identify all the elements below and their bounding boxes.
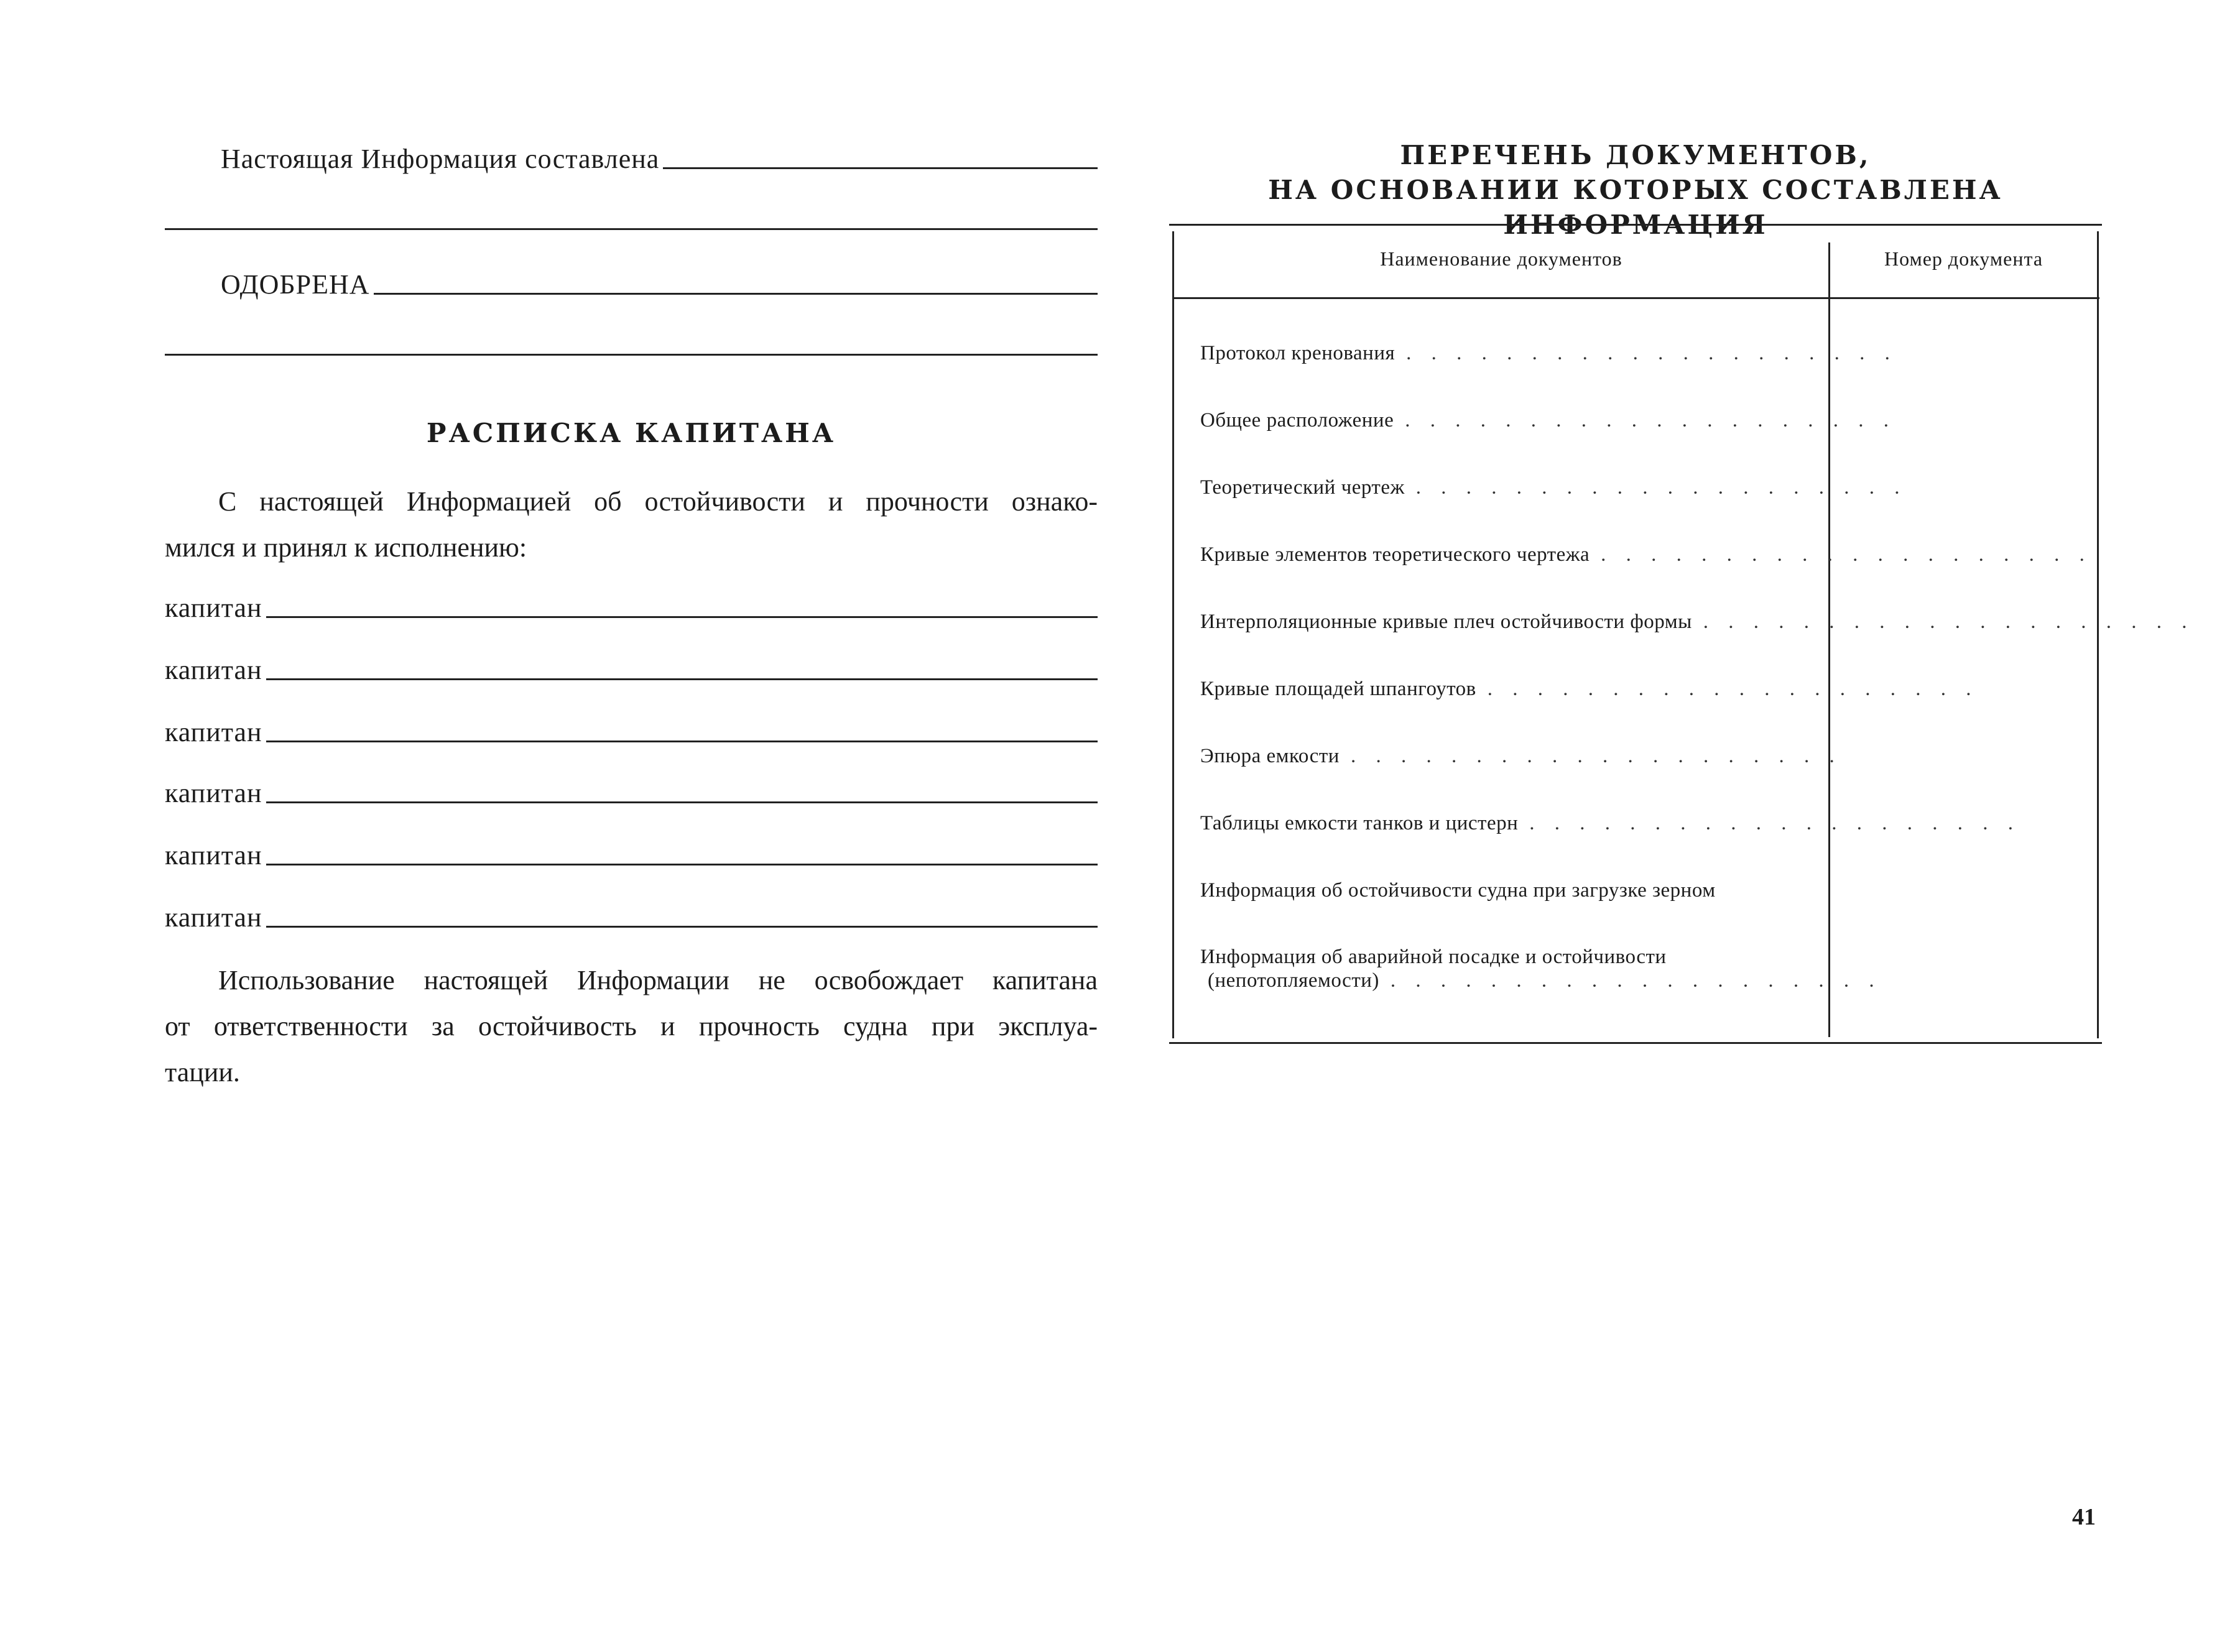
document-name: Протокол кренования — [1200, 342, 1395, 364]
leader-dots: . . . . . . . . . . . . . . . . . . . . — [1529, 812, 2021, 834]
note-line2: от ответственности за остойчивость и прочность судна при эксплуа- — [165, 1011, 1098, 1041]
leader-dots: . . . . . . . . . . . . . . . . . . . . — [1487, 678, 1979, 700]
document-row — [1200, 409, 1896, 432]
leader-dots: . . . . . . . . . . . . . . . . . . . . — [1405, 409, 1896, 431]
approved-label: ОДОБРЕНА — [221, 269, 370, 300]
document-row — [1200, 342, 1897, 365]
document-row — [1200, 678, 1979, 701]
page-number: 41 — [2072, 1504, 2096, 1530]
captain-label: капитан — [165, 840, 262, 870]
document-row — [1200, 476, 1907, 499]
document-row — [1200, 745, 1842, 768]
captain-signature-line — [165, 654, 1098, 686]
document-name: Теоретический чертеж — [1200, 476, 1405, 499]
receipt-intro-line1: С настоящей Информацией об остойчивости и прочности ознако- — [218, 486, 1098, 517]
document-name: Эпюра емкости — [1200, 745, 1340, 767]
captain-label: капитан — [165, 902, 262, 933]
captain-label: капитан — [165, 593, 262, 623]
table-left-border — [1172, 231, 1174, 1038]
captain-signature-line — [165, 777, 1098, 809]
document-name: Кривые площадей шпангоутов — [1200, 678, 1476, 700]
approved-blank — [374, 293, 1098, 295]
compiled-by-label: Настоящая Информация составлена — [221, 144, 660, 174]
column-header-number: Номер документа — [1884, 247, 2043, 270]
leader-dots: . . . . . . . . . . . . . . . . . . . . — [1390, 969, 1882, 992]
document-name: Общее расположение — [1200, 409, 1394, 431]
document-row — [1200, 543, 2092, 566]
leader-dots: . . . . . . . . . . . . . . . . . . . . — [1601, 543, 2092, 566]
leader-dots: . . . . . . . . . . . . . . . . . . . . — [1415, 476, 1907, 499]
receipt-intro — [165, 479, 1098, 571]
note-line3: тации. — [165, 1057, 240, 1087]
document-name-continuation: (непотопляемости) — [1208, 969, 1379, 992]
captain-signature-line — [165, 716, 1098, 748]
approved-line — [221, 269, 1098, 300]
table-header-rule — [1174, 297, 2099, 299]
captain-label: капитан — [165, 717, 262, 747]
document-name: Информация об остойчивости судна при загрузке зерном — [1200, 879, 1716, 902]
captain-signature-blank — [266, 616, 1098, 618]
responsibility-note — [165, 958, 1098, 1096]
captain-signature-blank — [266, 801, 1098, 803]
document-name: Информация об аварийной посадке и остойчивости — [1200, 946, 1667, 968]
compiled-by-blank — [663, 167, 1098, 169]
captain-signature-line — [165, 839, 1098, 871]
captain-signature-blank — [266, 926, 1098, 928]
captain-label: капитан — [165, 778, 262, 808]
captain-signature-line — [165, 592, 1098, 624]
receipt-heading: РАСПИСКА КАПИТАНА — [426, 418, 836, 448]
note-line1: Использование настоящей Информации не освобождает капитана — [218, 965, 1098, 995]
documents-heading-line1: ПЕРЕЧЕНЬ ДОКУМЕНТОВ, — [1400, 140, 1871, 170]
captain-label: капитан — [165, 655, 262, 685]
captain-signature-blank — [266, 864, 1098, 865]
table-bottom-rule — [1169, 1042, 2102, 1044]
document-row — [1200, 945, 1882, 992]
documents-heading-line2: НА ОСНОВАНИИ КОТОРЫХ СОСТАВЛЕНА ИНФОРМАЦИЯ — [1268, 175, 2003, 240]
document-row — [1200, 812, 2021, 835]
leader-dots: . . . . . . . . . . . . . . . . . . . . — [1350, 745, 1842, 767]
document-row — [1200, 611, 2195, 634]
documents-list-heading — [1169, 138, 2102, 242]
document-name: Таблицы емкости танков и цистерн — [1200, 812, 1519, 834]
captain-signature-blank — [266, 741, 1098, 742]
leader-dots: . . . . . . . . . . . . . . . . . . . . — [1406, 342, 1897, 364]
column-header-name: Наименование документов — [1380, 247, 1622, 270]
document-name: Интерполяционные кривые плеч остойчивости формы — [1200, 611, 1692, 633]
compiled-by-line — [221, 143, 1098, 175]
captain-signature-blank — [266, 678, 1098, 680]
captain-signature-line — [165, 902, 1098, 933]
blank-rule-1 — [165, 228, 1098, 230]
leader-dots: . . . . . . . . . . . . . . . . . . . . — [1703, 611, 2195, 633]
receipt-intro-line2: мился и принял к исполнению: — [165, 532, 527, 563]
table-right-border — [2097, 231, 2099, 1038]
table-top-rule — [1169, 224, 2102, 226]
document-row — [1200, 879, 1822, 902]
blank-rule-2 — [165, 354, 1098, 356]
document-name: Кривые элементов теоретического чертежа — [1200, 543, 1590, 566]
